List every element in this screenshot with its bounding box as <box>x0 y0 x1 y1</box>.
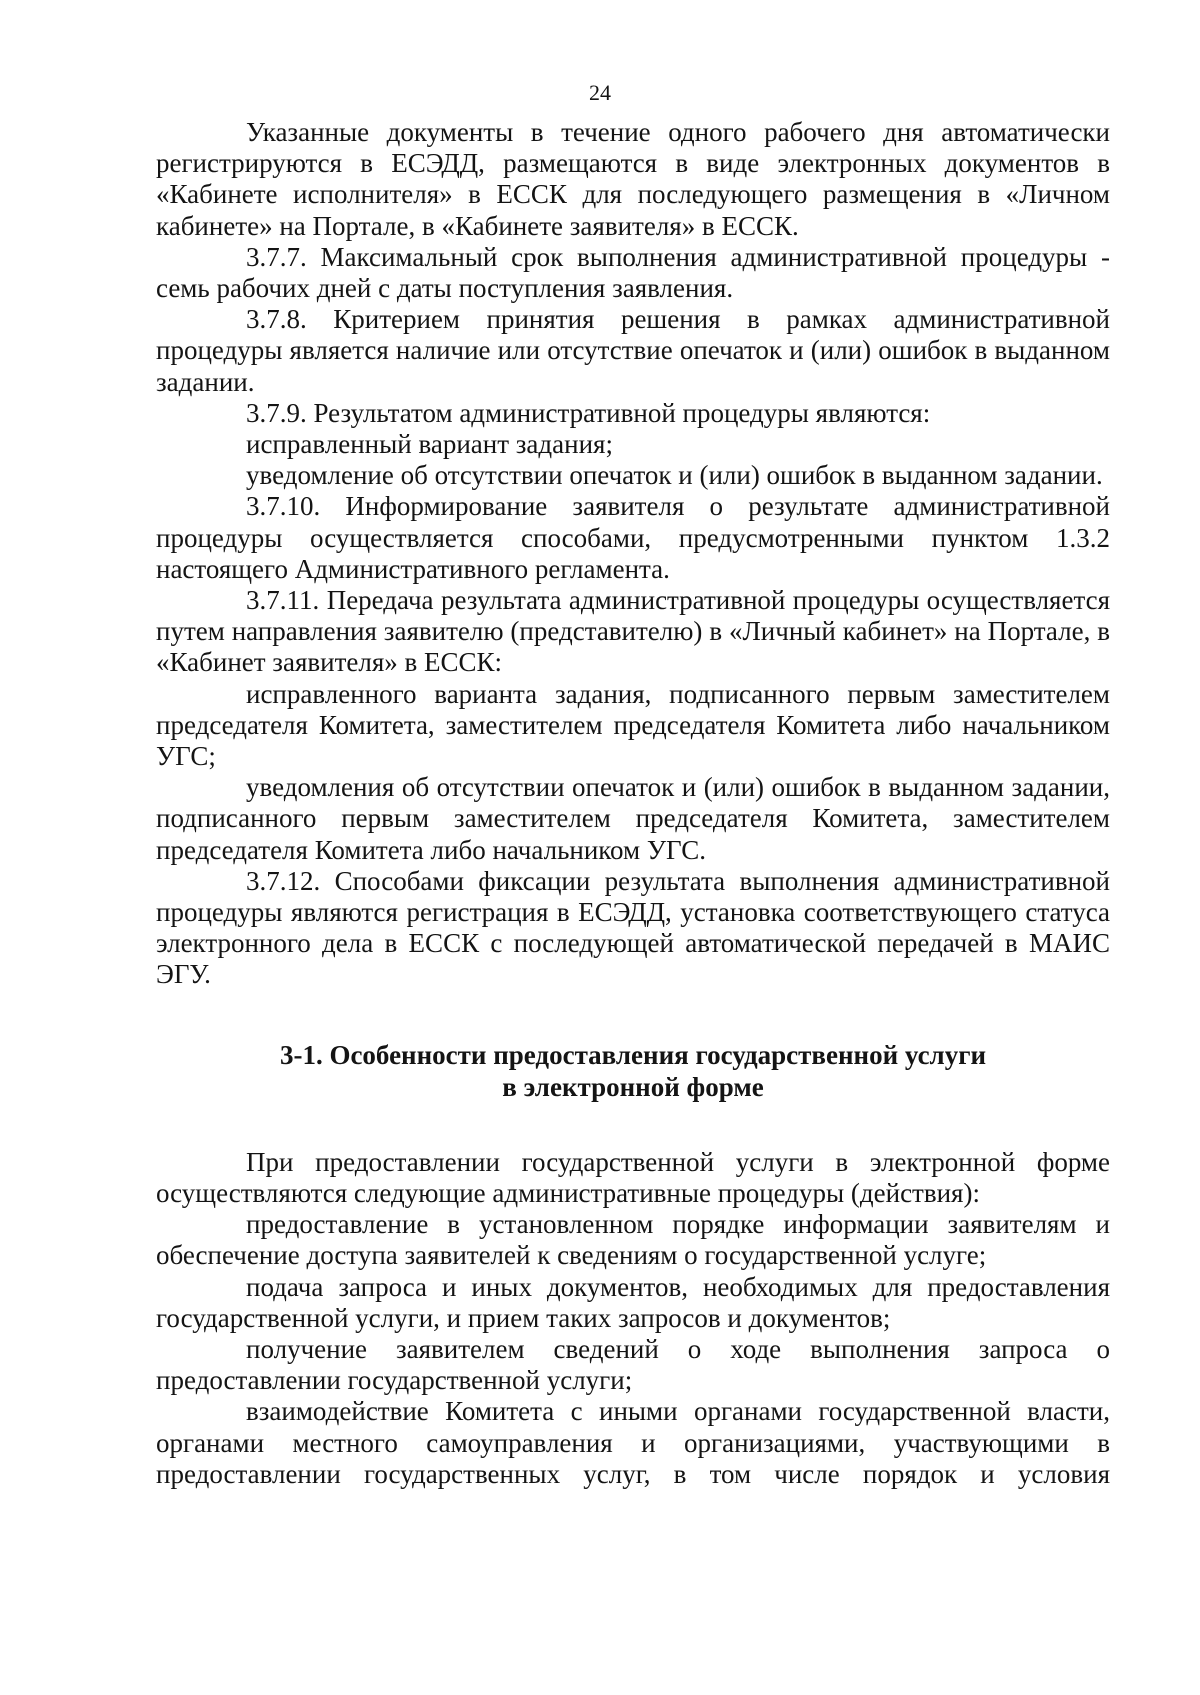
list-item: взаимодействие Комитета с иными органами государственной власти, органами местного самоуправления и организациями, участвующими в предоставлении государственных услуг, в том числе порядок и условия <box>156 1396 1110 1489</box>
paragraph: 3.7.10. Информирование заявителя о результате административной процедуры осуществляется способами, предусмотренными пунктом 1.3.2 настоящего Административного регламента. <box>156 491 1110 584</box>
section-heading <box>156 1039 1110 1103</box>
paragraph: 3.7.12. Способами фиксации результата выполнения административной процедуры являются регистрация в ЕСЭДД, установка соответствующего статуса электронного дела в ЕССК с последующей автоматической передачей в МАИС ЭГУ. <box>156 865 1110 990</box>
section-heading-line: в электронной форме <box>502 1071 764 1102</box>
paragraph: 3.7.8. Критерием принятия решения в рамках административной процедуры является наличие или отсутствие опечаток и (или) ошибок в выданном задании. <box>156 304 1110 397</box>
list-item: предоставление в установленном порядке информации заявителям и обеспечение доступа заявителей к сведениям о государственной услуге; <box>156 1209 1110 1271</box>
list-item: исправленный вариант задания; <box>246 429 613 460</box>
paragraph: При предоставлении государственной услуги в электронной форме осуществляются следующие административные процедуры (действия): <box>156 1146 1110 1208</box>
document-body <box>156 117 1110 1490</box>
section-heading-line: 3-1. Особенности предоставления государственной услуги <box>279 1039 987 1070</box>
list-item: подача запроса и иных документов, необходимых для предоставления государственной услуги, и прием таких запросов и документов; <box>156 1271 1110 1333</box>
paragraph: 3.7.11. Передача результата административной процедуры осуществляется путем направления заявителю (представителю) в «Личный кабинет» на Портале, в «Кабинет заявителя» в ЕССК: <box>156 585 1110 678</box>
paragraph: 3.7.7. Максимальный срок выполнения административной процедуры - семь рабочих дней с даты поступления заявления. <box>156 241 1110 304</box>
list-item: исправленного варианта задания, подписанного первым заместителем председателя Комитета, заместителем председателя Комитета либо начальником УГС; <box>156 678 1110 772</box>
paragraph: 3.7.9. Результатом административной процедуры являются: <box>246 397 931 428</box>
paragraph: Указанные документы в течение одного рабочего дня автоматически регистрируются в ЕСЭДД, размещаются в виде электронных документов в «Кабинете исполнителя» в ЕССК для последующего размещения в «Личном кабинете» на Портале, в «Кабинете заявителя» в ЕССК. <box>156 117 1110 241</box>
list-item: уведомление об отсутствии опечаток и (или) ошибок в выданном задании. <box>246 460 1103 491</box>
list-item: уведомления об отсутствии опечаток и (или) ошибок в выданном задании, подписанного первым заместителем председателя Комитета, заместителем председателя Комитета либо начальником УГС. <box>156 772 1110 865</box>
list-item: получение заявителем сведений о ходе выполнения запроса о предоставлении государственной услуги; <box>156 1333 1110 1396</box>
page-number: 24 <box>589 80 611 105</box>
